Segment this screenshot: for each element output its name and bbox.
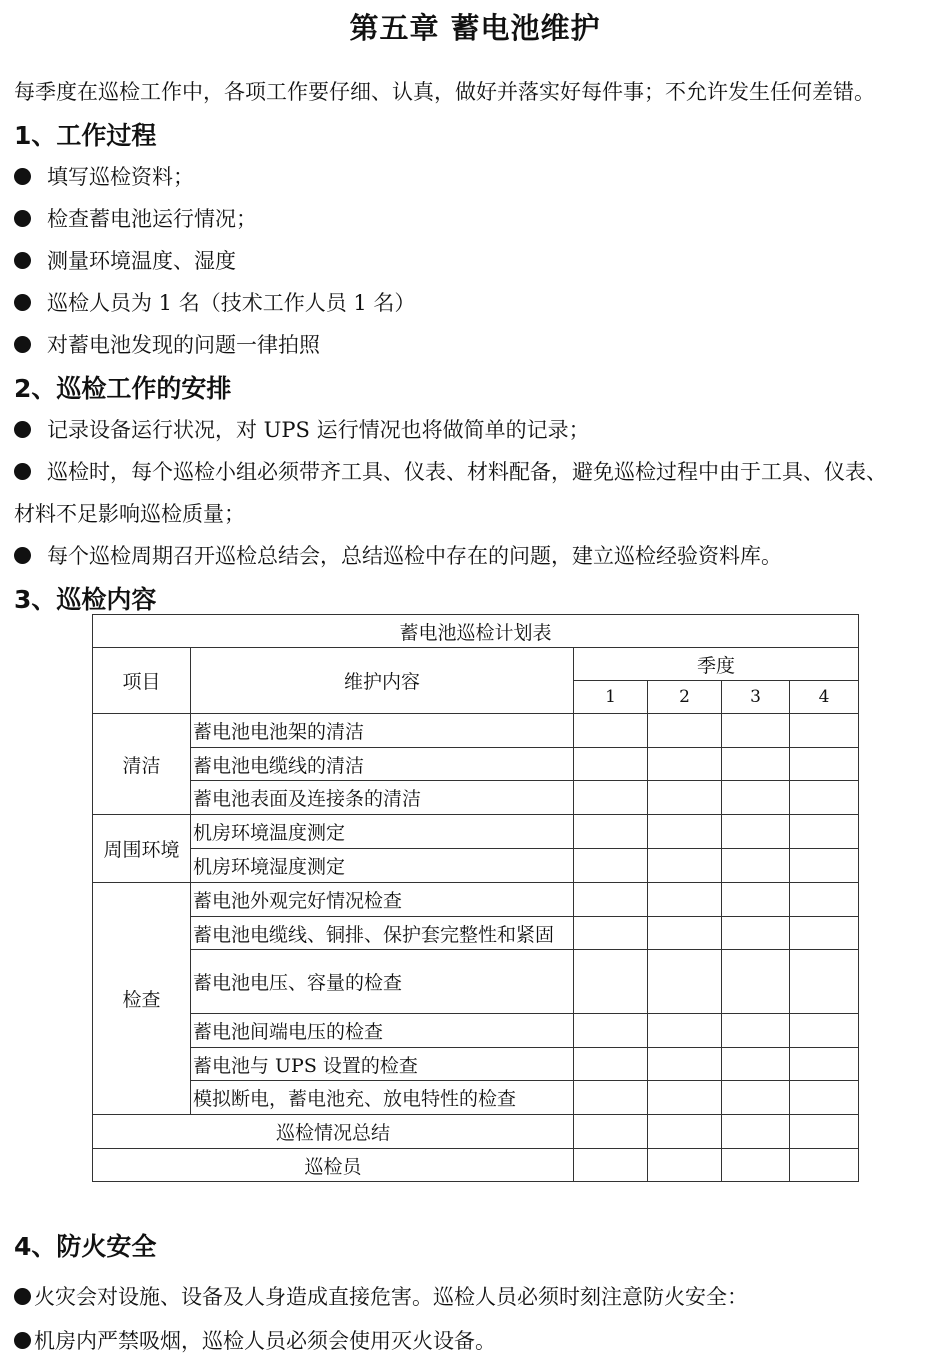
bullet-item: 对蓄电池发现的问题一律拍照 bbox=[14, 329, 320, 359]
bullet-item: 每个巡检周期召开巡检总结会，总结巡检中存在的问题，建立巡检经验资料库。 bbox=[14, 540, 782, 570]
table-row bbox=[93, 917, 859, 950]
season-cell[interactable] bbox=[790, 1048, 859, 1081]
bullet-dot-icon bbox=[14, 1288, 31, 1305]
maintenance-item: 机房环境温度测定 bbox=[191, 815, 574, 849]
season-cell[interactable] bbox=[790, 917, 859, 950]
bullet-dot-icon bbox=[14, 1332, 31, 1349]
season-cell[interactable] bbox=[790, 781, 859, 815]
bullet-item: 记录设备运行状况，对 UPS 运行情况也将做简单的记录； bbox=[14, 414, 590, 444]
season-cell[interactable] bbox=[648, 748, 722, 781]
table-row bbox=[93, 950, 859, 1014]
season-cell[interactable] bbox=[574, 849, 648, 883]
season-cell[interactable] bbox=[574, 1014, 648, 1048]
season-cell[interactable] bbox=[722, 917, 790, 950]
section-heading-work-process: 1、工作过程 bbox=[14, 121, 157, 150]
maintenance-item: 机房环境湿度测定 bbox=[191, 849, 574, 883]
season-cell[interactable] bbox=[574, 1149, 648, 1182]
season-cell[interactable] bbox=[790, 714, 859, 748]
table-row bbox=[93, 748, 859, 781]
season-cell[interactable] bbox=[574, 781, 648, 815]
season-cell[interactable] bbox=[790, 1149, 859, 1182]
season-cell[interactable] bbox=[722, 815, 790, 849]
inspection-plan-table bbox=[92, 614, 859, 1182]
season-cell[interactable] bbox=[648, 1048, 722, 1081]
bullet-item: 巡检时，每个巡检小组必须带齐工具、仪表、材料配备，避免巡检过程中由于工具、仪表、 bbox=[14, 456, 887, 486]
season-cell[interactable] bbox=[790, 849, 859, 883]
bullet-dot-icon bbox=[14, 463, 31, 480]
maintenance-item: 蓄电池电缆线的清洁 bbox=[191, 748, 574, 781]
section-heading-fire-safety: 4、防火安全 bbox=[14, 1232, 157, 1261]
season-header: 4 bbox=[790, 681, 859, 714]
section-heading-inspection-content: 3、巡检内容 bbox=[14, 585, 157, 614]
table-caption: 蓄电池巡检计划表 bbox=[93, 615, 859, 648]
section-heading-inspection-arrangement: 2、巡检工作的安排 bbox=[14, 374, 232, 403]
intro-paragraph: 每季度在巡检工作中，各项工作要仔细、认真，做好并落实好每件事；不允许发生任何差错。 bbox=[14, 80, 875, 104]
column-header-season: 季度 bbox=[574, 648, 859, 681]
season-cell[interactable] bbox=[574, 1081, 648, 1115]
season-cell[interactable] bbox=[790, 1014, 859, 1048]
summary-label: 巡检情况总结 bbox=[93, 1115, 574, 1149]
season-cell[interactable] bbox=[574, 748, 648, 781]
group-label-environment: 周围环境 bbox=[93, 815, 191, 883]
table-row bbox=[93, 1081, 859, 1115]
season-cell[interactable] bbox=[574, 883, 648, 917]
season-cell[interactable] bbox=[790, 748, 859, 781]
bullet-dot-icon bbox=[14, 547, 31, 564]
season-cell[interactable] bbox=[574, 1048, 648, 1081]
group-label-inspection: 检查 bbox=[93, 883, 191, 1115]
bullet-dot-icon bbox=[14, 168, 31, 185]
column-header-content: 维护内容 bbox=[191, 648, 574, 714]
season-cell[interactable] bbox=[574, 1115, 648, 1149]
maintenance-item: 蓄电池电池架的清洁 bbox=[191, 714, 574, 748]
table-row bbox=[93, 781, 859, 815]
bullet-item: 巡检人员为 1 名（技术工作人员 1 名） bbox=[14, 287, 415, 317]
maintenance-item: 蓄电池与 UPS 设置的检查 bbox=[191, 1048, 574, 1081]
season-header: 1 bbox=[574, 681, 648, 714]
bullet-dot-icon bbox=[14, 294, 31, 311]
season-cell[interactable] bbox=[790, 883, 859, 917]
season-cell[interactable] bbox=[648, 815, 722, 849]
table-row bbox=[93, 1115, 859, 1149]
season-cell[interactable] bbox=[722, 1081, 790, 1115]
maintenance-item: 蓄电池间端电压的检查 bbox=[191, 1014, 574, 1048]
season-header: 3 bbox=[722, 681, 790, 714]
season-cell[interactable] bbox=[790, 1081, 859, 1115]
season-cell[interactable] bbox=[722, 1014, 790, 1048]
season-cell[interactable] bbox=[722, 849, 790, 883]
table-row bbox=[93, 883, 859, 917]
season-cell[interactable] bbox=[648, 1149, 722, 1182]
table-row bbox=[93, 1014, 859, 1048]
season-cell[interactable] bbox=[648, 781, 722, 815]
bullet-item: 检查蓄电池运行情况； bbox=[14, 203, 257, 233]
maintenance-item: 蓄电池外观完好情况检查 bbox=[191, 883, 574, 917]
bullet-dot-icon bbox=[14, 252, 31, 269]
table-row bbox=[93, 1048, 859, 1081]
group-label-cleaning: 清洁 bbox=[93, 714, 191, 815]
bullet-item: 火灾会对设施、设备及人身造成直接危害。巡检人员必须时刻注意防火安全： bbox=[14, 1281, 748, 1311]
maintenance-item: 蓄电池表面及连接条的清洁 bbox=[191, 781, 574, 815]
season-cell[interactable] bbox=[722, 781, 790, 815]
season-cell[interactable] bbox=[648, 1081, 722, 1115]
bullet-item: 填写巡检资料； bbox=[14, 161, 194, 191]
season-cell[interactable] bbox=[722, 883, 790, 917]
table-row bbox=[93, 1149, 859, 1182]
season-cell[interactable] bbox=[648, 883, 722, 917]
season-cell[interactable] bbox=[574, 950, 648, 1014]
season-cell[interactable] bbox=[648, 1115, 722, 1149]
maintenance-item: 蓄电池电压、容量的检查 bbox=[191, 950, 574, 1014]
table-row bbox=[93, 815, 859, 849]
season-cell[interactable] bbox=[722, 748, 790, 781]
bullet-dot-icon bbox=[14, 421, 31, 438]
bullet-continuation: 材料不足影响巡检质量； bbox=[14, 502, 245, 526]
inspector-label: 巡检员 bbox=[93, 1149, 574, 1182]
season-cell[interactable] bbox=[648, 849, 722, 883]
season-cell[interactable] bbox=[648, 917, 722, 950]
table-row bbox=[93, 849, 859, 883]
column-header-item: 项目 bbox=[93, 648, 191, 714]
season-header: 2 bbox=[648, 681, 722, 714]
season-cell[interactable] bbox=[790, 815, 859, 849]
season-cell[interactable] bbox=[790, 950, 859, 1014]
season-cell[interactable] bbox=[574, 917, 648, 950]
bullet-dot-icon bbox=[14, 336, 31, 353]
season-cell[interactable] bbox=[648, 714, 722, 748]
season-cell[interactable] bbox=[790, 1115, 859, 1149]
season-cell[interactable] bbox=[722, 1048, 790, 1081]
season-cell[interactable] bbox=[574, 815, 648, 849]
season-cell[interactable] bbox=[722, 1149, 790, 1182]
table-row bbox=[93, 714, 859, 748]
season-cell[interactable] bbox=[722, 714, 790, 748]
page-title: 第五章 蓄电池维护 bbox=[349, 11, 601, 45]
bullet-item: 测量环境温度、湿度 bbox=[14, 245, 236, 275]
season-cell[interactable] bbox=[722, 1115, 790, 1149]
season-cell[interactable] bbox=[722, 950, 790, 1014]
maintenance-item: 蓄电池电缆线、铜排、保护套完整性和紧固 bbox=[191, 917, 574, 950]
season-cell[interactable] bbox=[648, 1014, 722, 1048]
bullet-dot-icon bbox=[14, 210, 31, 227]
bullet-item: 机房内严禁吸烟，巡检人员必须会使用灭火设备。 bbox=[14, 1325, 496, 1355]
season-cell[interactable] bbox=[574, 714, 648, 748]
maintenance-item: 模拟断电，蓄电池充、放电特性的检查 bbox=[191, 1081, 574, 1115]
season-cell[interactable] bbox=[648, 950, 722, 1014]
